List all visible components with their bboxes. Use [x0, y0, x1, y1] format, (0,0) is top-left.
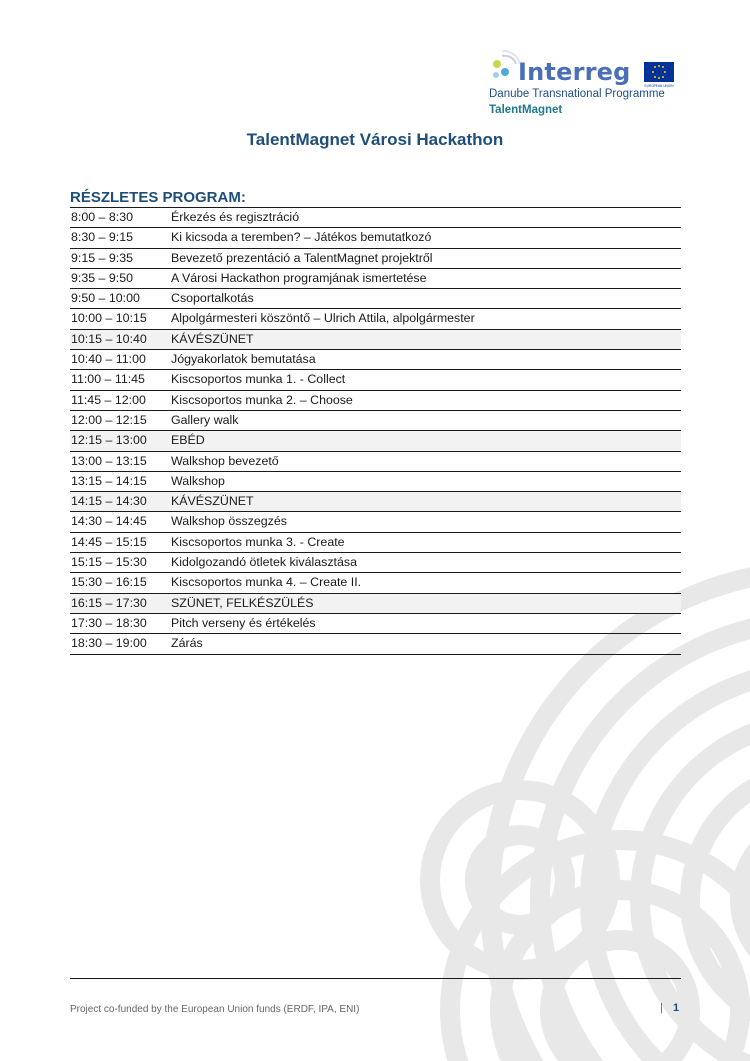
schedule-activity: Walkshop [171, 473, 225, 488]
schedule-row [70, 492, 681, 512]
schedule-time: 13:00 – 13:15 [71, 453, 147, 468]
schedule-activity: Érkezés és regisztráció [171, 210, 300, 224]
footer-divider [70, 978, 681, 979]
section-title: RÉSZLETES PROGRAM: [70, 189, 246, 206]
schedule-time: 9:50 – 10:00 [71, 291, 140, 306]
schedule-row [70, 431, 681, 451]
schedule-activity: Csoportalkotás [171, 291, 254, 306]
schedule-row [70, 553, 681, 573]
schedule-row [70, 370, 681, 390]
schedule-activity: SZÜNET, FELKÉSZÜLÉS [171, 595, 314, 610]
schedule-row [70, 573, 681, 593]
schedule-activity: Kiscsoportos munka 3. - Create [171, 534, 345, 549]
schedule-row [70, 594, 681, 614]
page-number: 1 [673, 1002, 680, 1014]
schedule-activity: KÁVÉSZÜNET [171, 494, 254, 509]
schedule-row [70, 269, 681, 289]
schedule-row [70, 512, 681, 532]
document-title: TalentMagnet Városi Hackathon [246, 130, 504, 149]
schedule-row [70, 634, 681, 654]
schedule-time: 11:00 – 11:45 [71, 372, 145, 387]
schedule-activity: Kidolgozandó ötletek kiválasztása [171, 555, 357, 570]
schedule-activity: Ki kicsoda a teremben? – Játékos bemutatkozó [171, 230, 432, 245]
signal-waves-icon [488, 50, 520, 86]
schedule-activity: Gallery walk [171, 412, 239, 427]
schedule-time: 9:35 – 9:50 [71, 270, 134, 285]
schedule-time: 10:40 – 11:00 [71, 352, 146, 367]
schedule-time: 14:30 – 14:45 [71, 514, 147, 529]
schedule-activity: Jógyakorlatok bemutatása [171, 352, 316, 367]
schedule-activity: Zárás [171, 636, 203, 651]
schedule-table [70, 207, 681, 655]
interreg-logo [488, 46, 688, 120]
schedule-row [70, 614, 681, 634]
schedule-row [70, 391, 681, 411]
schedule-activity: A Városi Hackathon programjának ismertetése [171, 270, 427, 285]
schedule-activity: EBÉD [171, 433, 205, 448]
schedule-time: 8:00 – 8:30 [71, 210, 134, 224]
eu-flag-icon [644, 62, 674, 88]
schedule-activity: Alpolgármesteri köszöntő – Ulrich Attila, alpolgármester [171, 311, 475, 326]
schedule-time: 12:00 – 12:15 [71, 412, 147, 427]
schedule-activity: Kiscsoportos munka 2. – Choose [171, 392, 353, 407]
eu-flag-caption: EUROPEAN UNION [644, 84, 674, 88]
footer-funding-note: Project co-funded by the European Union funds (ERDF, IPA, ENI) [70, 1004, 360, 1015]
schedule-time: 10:00 – 10:15 [71, 311, 147, 326]
schedule-row [70, 350, 681, 370]
schedule-row [70, 472, 681, 492]
schedule-time: 9:15 – 9:35 [71, 250, 134, 265]
schedule-activity: Kiscsoportos munka 4. – Create II. [171, 575, 362, 590]
schedule-row [70, 330, 681, 350]
schedule-activity: Walkshop bevezető [171, 453, 279, 468]
schedule-time: 15:15 – 15:30 [71, 555, 147, 570]
schedule-activity: Pitch verseny és értékelés [171, 615, 316, 630]
footer-separator: | [660, 1002, 663, 1014]
schedule-time: 18:30 – 19:00 [71, 636, 147, 651]
schedule-row [70, 533, 681, 553]
schedule-activity: KÁVÉSZÜNET [171, 331, 254, 346]
interreg-brand-name: Interreg [518, 58, 631, 86]
schedule-row [70, 452, 681, 472]
schedule-time: 8:30 – 9:15 [71, 230, 134, 245]
schedule-time: 11:45 – 12:00 [71, 392, 146, 407]
schedule-time: 17:30 – 18:30 [71, 615, 147, 630]
schedule-row [70, 228, 681, 248]
schedule-time: 12:15 – 13:00 [71, 433, 147, 448]
schedule-time: 10:15 – 10:40 [71, 331, 147, 346]
schedule-row [70, 208, 681, 228]
schedule-activity: Bevezető prezentáció a TalentMagnet projektről [171, 250, 433, 265]
schedule-time: 14:45 – 15:15 [71, 534, 147, 549]
schedule-activity: Kiscsoportos munka 1. - Collect [171, 372, 346, 387]
schedule-row [70, 411, 681, 431]
schedule-time: 15:30 – 16:15 [71, 575, 147, 590]
schedule-row [70, 249, 681, 269]
programme-name: Danube Transnational Programme [489, 88, 665, 100]
project-name: TalentMagnet [489, 104, 563, 116]
schedule-activity: Walkshop összegzés [171, 514, 287, 529]
schedule-time: 14:15 – 14:30 [71, 494, 147, 509]
schedule-time: 13:15 – 14:15 [71, 473, 147, 488]
schedule-time: 16:15 – 17:30 [71, 595, 147, 610]
schedule-row [70, 289, 681, 309]
schedule-row [70, 309, 681, 329]
